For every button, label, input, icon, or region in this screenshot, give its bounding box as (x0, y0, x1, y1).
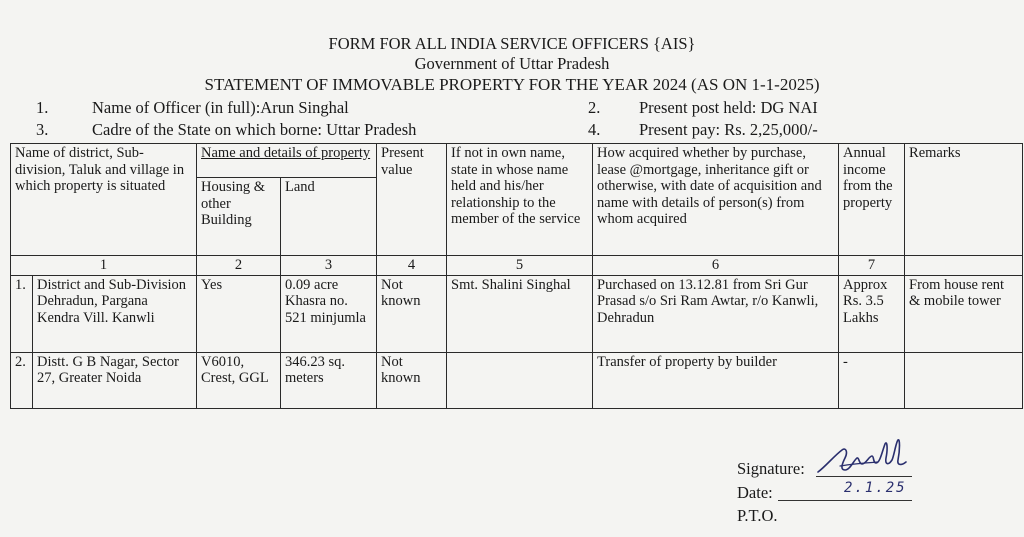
statement-title: STATEMENT OF IMMOVABLE PROPERTY FOR THE YEAR 2024 (AS ON 1-1-2025) (204, 75, 820, 94)
header-present-value: Present value (377, 144, 447, 256)
handwritten-signature-icon (812, 436, 922, 480)
item-number-1: 1. (36, 98, 49, 117)
col-number-6: 6 (593, 256, 839, 276)
header-annual-income: Annual income from the property (839, 144, 905, 256)
header-not-own-name: If not in own name, state in whose name held and his/her relationship to the member of the service (447, 144, 593, 256)
col-number-7: 7 (839, 256, 905, 276)
row-remarks: From house rent & mobile tower (905, 275, 1023, 352)
header-remarks: Remarks (905, 144, 1023, 256)
row-land: 346.23 sq. meters (281, 352, 377, 408)
col-number-3: 3 (281, 256, 377, 276)
date-line (778, 500, 912, 501)
row-annual-income: - (839, 352, 905, 408)
row-housing: Yes (197, 275, 281, 352)
col-number-blank (905, 256, 1023, 276)
row-district: Distt. G B Nagar, Sector 27, Greater Noida (33, 352, 197, 408)
table-row (11, 352, 1023, 408)
cadre-state: Cadre of the State on which borne: Uttar Pradesh (92, 120, 417, 139)
row-present-value: Not known (377, 352, 447, 408)
header-land: Land (281, 178, 377, 256)
form-title: FORM FOR ALL INDIA SERVICE OFFICERS {AIS} (328, 34, 696, 53)
row-not-own-name: Smt. Shalini Singhal (447, 275, 593, 352)
col-number-1: 1 (11, 256, 197, 276)
row-how-acquired: Purchased on 13.12.81 from Sri Gur Prasad s/o Sri Ram Awtar, r/o Kanwli, Dehradun (593, 275, 839, 352)
header-district: Name of district, Sub-division, Taluk and village in which property is situated (11, 144, 197, 256)
row-how-acquired: Transfer of property by builder (593, 352, 839, 408)
row-remarks (905, 352, 1023, 408)
item-number-3: 3. (36, 120, 49, 139)
table-row (11, 275, 1023, 352)
row-land: 0.09 acre Khasra no. 521 minjumla (281, 275, 377, 352)
col-number-5: 5 (447, 256, 593, 276)
handwritten-date: 2.1.25 (844, 480, 907, 496)
row-present-value: Not known (377, 275, 447, 352)
header-housing: Housing & other Building (197, 178, 281, 256)
officer-name: Name of Officer (in full):Arun Singhal (92, 98, 349, 117)
col-number-2: 2 (197, 256, 281, 276)
header-name-details: Name and details of property (197, 144, 377, 178)
header-how-acquired: How acquired whether by purchase, lease @mortgage, inheritance gift or otherwise, with date of acquisition and name with details of person(s) from whom acquired (593, 144, 839, 256)
present-post: Present post held: DG NAI (639, 98, 818, 117)
item-number-4: 4. (588, 120, 601, 139)
row-serial: 1. (11, 275, 33, 352)
government-name: Government of Uttar Pradesh (414, 54, 610, 73)
row-not-own-name (447, 352, 593, 408)
pto-label: P.T.O. (737, 506, 778, 525)
row-serial: 2. (11, 352, 33, 408)
row-housing: V6010, Crest, GGL (197, 352, 281, 408)
property-table (10, 143, 1023, 409)
row-annual-income: Approx Rs. 3.5 Lakhs (839, 275, 905, 352)
row-district: District and Sub-Division Dehradun, Pargana Kendra Vill. Kanwli (33, 275, 197, 352)
item-number-2: 2. (588, 98, 601, 117)
present-pay: Present pay: Rs. 2,25,000/- (639, 120, 818, 139)
date-label: Date: (737, 483, 773, 502)
col-number-4: 4 (377, 256, 447, 276)
signature-label: Signature: (737, 459, 805, 478)
